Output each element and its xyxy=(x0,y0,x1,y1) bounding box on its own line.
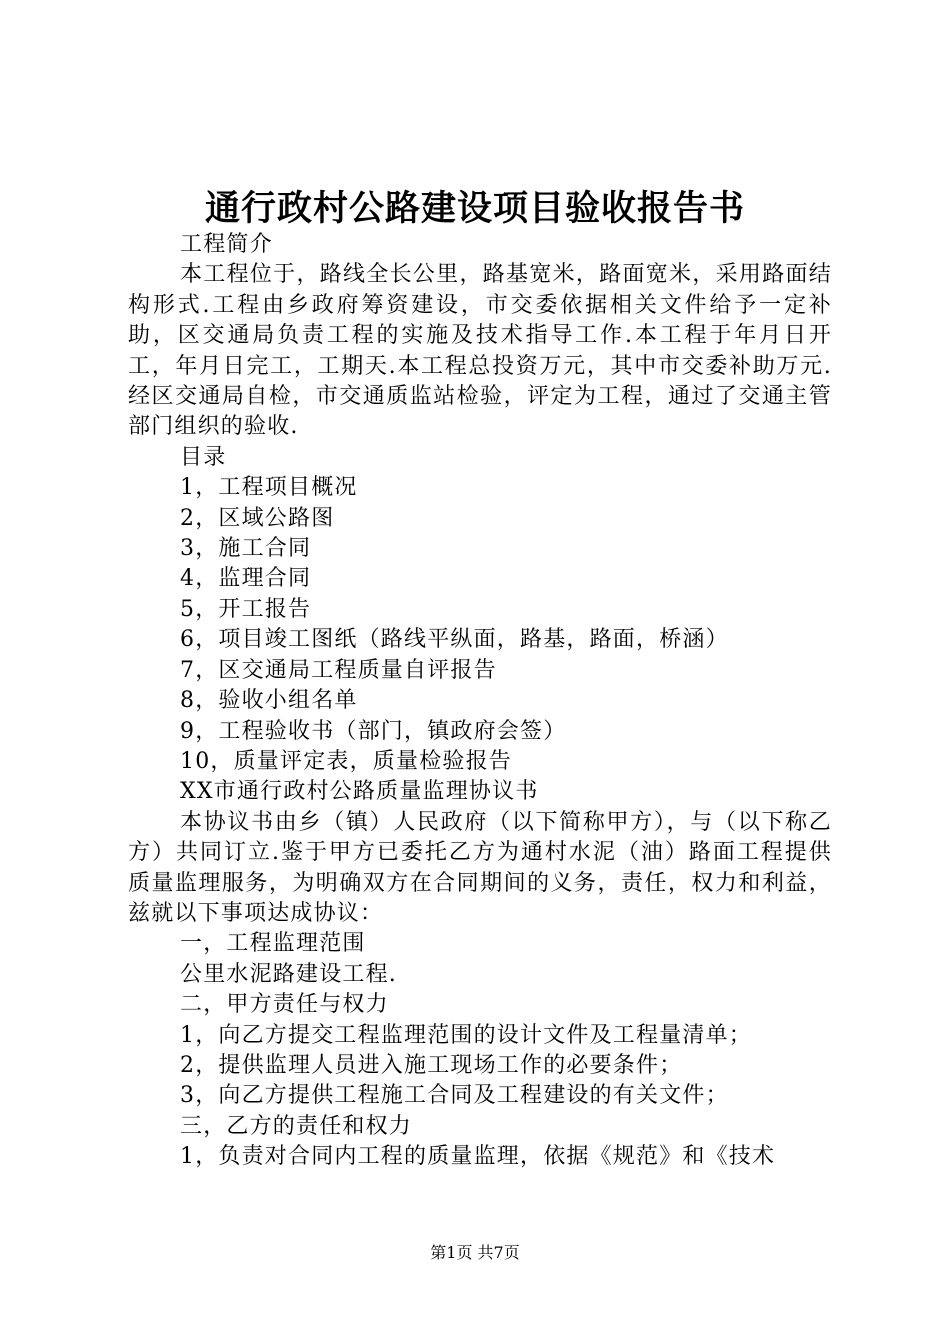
contents-item: 7，区交通局工程质量自评报告 xyxy=(180,657,497,683)
contents-item: 10，质量评定表，质量检验报告 xyxy=(180,748,512,774)
section-heading-party-a: 二，甲方责任与权力 xyxy=(180,992,389,1018)
agreement-title: XX市通行政村公路质量监理协议书 xyxy=(180,779,539,805)
party-a-item: 1，向乙方提交工程监理范围的设计文件及工程量清单； xyxy=(180,1022,752,1048)
section-heading-overview: 工程简介 xyxy=(180,232,273,257)
scope-paragraph: 公里水泥路建设工程. xyxy=(180,961,397,987)
section-heading-party-b: 三，乙方的责任和权力 xyxy=(180,1113,413,1139)
party-a-item: 3，向乙方提供工程施工合同及工程建设的有关文件； xyxy=(180,1083,729,1109)
agreement-intro-paragraph: 本协议书由乡（镇）人民政府（以下简称甲方），与（以下称乙方）共同订立.鉴于甲方已委托乙方为通村水泥（油）路面工程提供质量监理服务，为明确双方在合同期间的义务，责任，权力和利益，兹就以下事项达成协议： xyxy=(128,809,832,926)
party-a-item: 2，提供监理人员进入施工现场工作的必要条件； xyxy=(180,1052,683,1078)
page-footer: 第1页 共7页 xyxy=(430,1243,520,1262)
overview-paragraph: 本工程位于，路线全长公里，路基宽米，路面宽米，采用路面结构形式.工程由乡政府筹资建设，市交委依据相关文件给予一定补助，区交通局负责工程的实施及技术指导工作.本工程于年月日开工，年月日完工，工期天.本工程总投资万元，其中市交委补助万元.经区交通局自检，市交通质监站检验，评定为工程，通过了交通主管部门组织的验收. xyxy=(128,262,832,440)
contents-item: 8，验收小组名单 xyxy=(180,688,358,714)
document-body xyxy=(128,230,832,1173)
section-heading-scope: 一，工程监理范围 xyxy=(180,931,366,957)
contents-item: 9，工程验收书（部门，镇政府会签） xyxy=(180,718,567,744)
contents-item: 2，区域公路图 xyxy=(180,505,335,531)
contents-item: 1，工程项目概况 xyxy=(180,475,358,501)
party-b-item: 1，负责对合同内工程的质量监理，依据《规范》和《技术 xyxy=(180,1144,776,1170)
document-title: 通行政村公路建设项目验收报告书 xyxy=(204,189,745,229)
contents-item: 4，监理合同 xyxy=(180,566,312,592)
contents-item: 5，开工报告 xyxy=(180,596,312,622)
section-heading-contents: 目录 xyxy=(180,444,227,470)
contents-item: 3，施工合同 xyxy=(180,536,312,562)
contents-item: 6，项目竣工图纸（路线平纵面，路基，路面，桥涵） xyxy=(180,627,729,653)
